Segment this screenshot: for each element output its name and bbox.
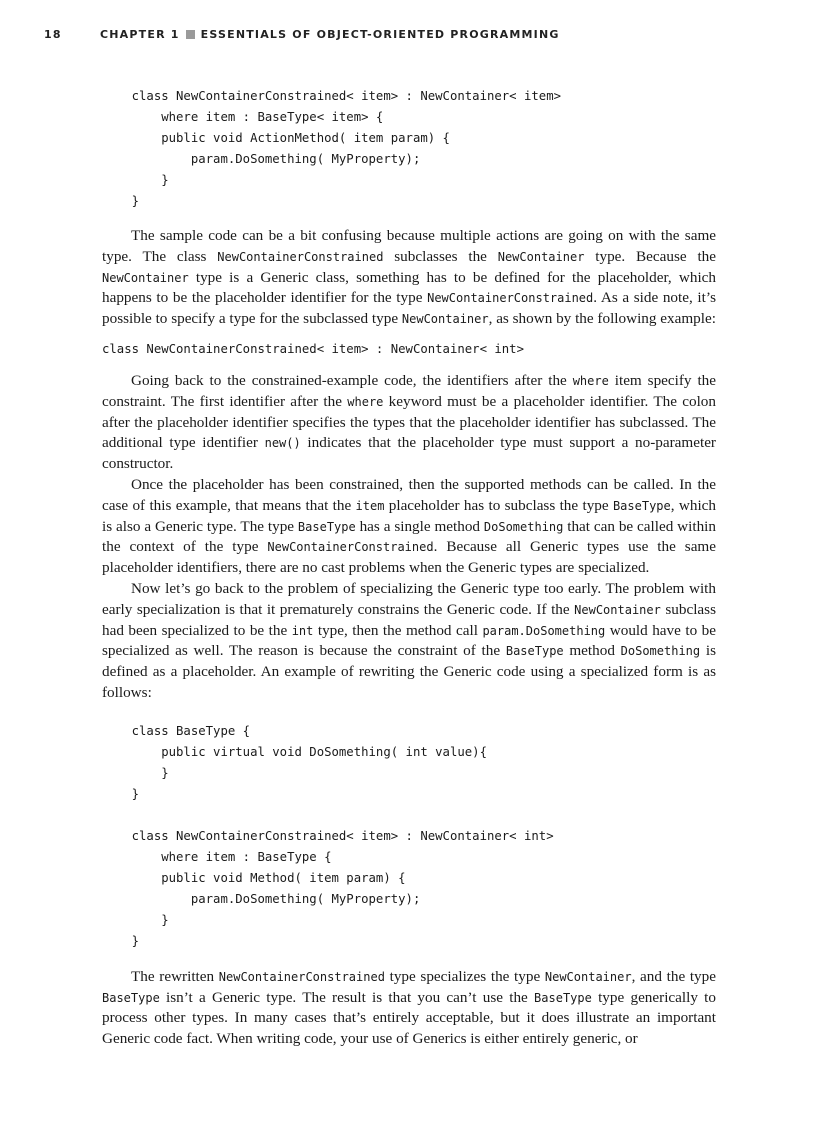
page-number: 18 xyxy=(44,28,62,41)
inline-code: NewContainer xyxy=(401,312,489,327)
inline-code: BaseType xyxy=(612,498,671,513)
inline-code: NewContainerConstrained xyxy=(267,540,434,555)
inline-code: param.DoSomething xyxy=(482,623,606,638)
inline-code: NewContainerConstrained xyxy=(427,291,594,306)
inline-code: new() xyxy=(264,436,301,451)
paragraph-sample-code: The sample code can be a bit confusing because multiple actions are going on with the same type. The class NewContainerConstrained subclasses the NewContainer type. Because the NewContainer type is a Generic class, something has to be defined for the placeholder, which happens to be the placeholder identifier for the type NewContainerConstrained. As a side note, it’s possible to specify a type for the subclassed type NewContainer, as shown by the following example: xyxy=(102,227,716,328)
inline-code: where xyxy=(347,394,384,409)
paragraph-supported-methods: Once the placeholder has been constrained, then the supported methods can be called. In the case of this example, that means that the item placeholder has to subclass the type BaseType, which is also a Generic type. The type BaseType has a single method DoSomething that can be called within the context of the type NewContainerConstrained. Because all Generic types use the same placeholder identifiers, there are no cast problems when the Generic types are specialized. xyxy=(102,475,716,577)
code-block-int-subclass: class NewContainerConstrained< item> : NewContainer< int> xyxy=(102,341,524,356)
inline-code: DoSomething xyxy=(483,519,564,534)
inline-code: BaseType xyxy=(534,990,592,1005)
inline-code: NewContainerConstrained xyxy=(217,249,384,264)
inline-code: where xyxy=(572,373,609,388)
running-header xyxy=(44,28,772,44)
paragraph-early-specialization: Now let’s go back to the problem of specializing the Generic type too early. The problem with early specialization is that it prematurely constrains the Generic code. If the NewContainer subclass had been specialized to be the int type, then the method call param.DoSomething would have to be specialized as well. The reason is because the constraint of the BaseType method DoSomething is defined as a placeholder. An example of rewriting the Generic code using a specialized form is as follows: xyxy=(102,579,717,701)
paragraph-constraint-identifiers: Going back to the constrained-example code, the identifiers after the where item specify the constraint. The first identifier after the where keyword must be a placeholder identifier. The colon after the placeholder identifier specifies the types that the placeholder identifier has subclassed. The additional type identifier new() indicates that the placeholder type must support a no-parameter constructor. xyxy=(102,371,716,473)
inline-code: NewContainerConstrained xyxy=(218,969,385,984)
code-block-specialized-form: class BaseType { public virtual void DoSomething( int value){ } } class NewContainerConstrained< item> : NewContainer< int> where item : BaseType { public void Method( item param) { param.DoSomething( MyProperty); } } xyxy=(131,723,554,948)
inline-code: NewContainer xyxy=(544,969,632,984)
chapter-title: ESSENTIALS OF OBJECT-ORIENTED PROGRAMMING xyxy=(200,28,560,41)
inline-code: NewContainer xyxy=(102,270,189,285)
chapter-heading xyxy=(100,28,560,41)
inline-code: DoSomething xyxy=(620,644,701,659)
code-block-constrained-class: class NewContainerConstrained< item> : NewContainer< item> where item : BaseType< item> { public void ActionMethod( item param) { param.DoSomething( MyProperty); } } xyxy=(131,89,562,208)
inline-code: NewContainer xyxy=(574,602,661,617)
page-body xyxy=(102,86,716,1050)
inline-code: NewContainer xyxy=(497,249,585,264)
inline-code: BaseType xyxy=(297,519,356,534)
chapter-label: CHAPTER 1 xyxy=(100,28,180,41)
inline-code: int xyxy=(291,623,314,638)
inline-code: BaseType xyxy=(102,990,160,1005)
inline-code: BaseType xyxy=(505,644,564,659)
paragraph-rewritten-type: The rewritten NewContainerConstrained type specializes the type NewContainer, and the type BaseType isn’t a Generic type. The result is that you can’t use the BaseType type generically to process other types. In many cases that’s entirely acceptable, but it does illustrate an important Generic code fact. When writing code, your use of Generics is either entirely generic, or xyxy=(102,967,716,1048)
separator-square-icon xyxy=(186,30,195,39)
inline-code: item xyxy=(355,498,385,513)
